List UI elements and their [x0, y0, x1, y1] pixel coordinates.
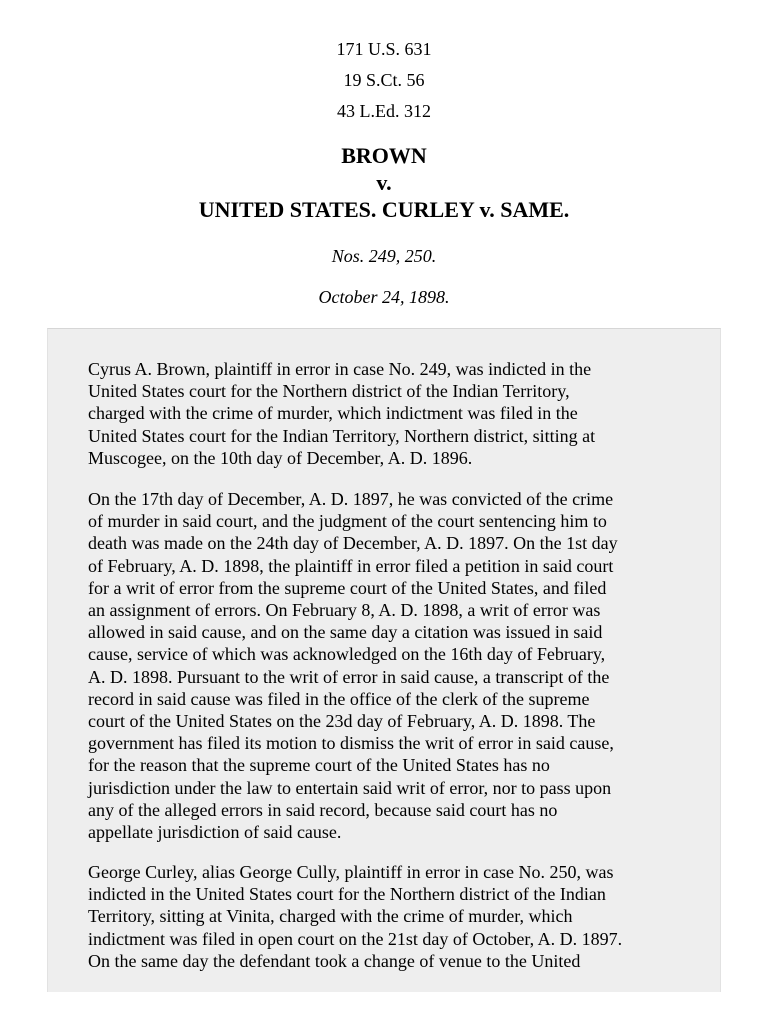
- text-line: of murder in said court, and the judgment of the court sentencing him to: [88, 511, 607, 532]
- case-title-party-1: BROWN: [341, 143, 427, 168]
- citation-us-reports: 171 U.S. 631: [336, 39, 432, 59]
- text-line: record in said cause was filed in the office of the clerk of the supreme: [88, 688, 590, 709]
- text-line: A. D. 1898. Pursuant to the writ of error in said cause, a transcript of the: [88, 666, 610, 687]
- text-line: Cyrus A. Brown, plaintiff in error in case No. 249, was indicted in the: [88, 359, 592, 379]
- text-line: court of the United States on the 23d day of February, A. D. 1898. The: [88, 711, 596, 732]
- text-line: United States court for the Northern district of the Indian Territory,: [88, 381, 570, 402]
- case-title: [0, 142, 768, 223]
- text-line: for the reason that the supreme court of the United States has no: [88, 755, 550, 776]
- text-line: United States court for the Indian Territory, Northern district, sitting at: [88, 425, 596, 446]
- decision-date: October 24, 1898.: [318, 287, 450, 307]
- paragraph-3: [88, 861, 688, 972]
- case-title-versus: v.: [376, 170, 392, 195]
- text-line: Muscogee, on the 10th day of December, A. D. 1896.: [88, 447, 473, 468]
- text-line: allowed in said cause, and on the same day a citation was issued in said: [88, 622, 603, 643]
- opinion-body: [47, 328, 721, 992]
- paragraph-1: [88, 358, 688, 469]
- text-line: indictment was filed in open court on the 21st day of October, A. D. 1897.: [88, 928, 623, 949]
- text-line: any of the alleged errors in said record, because said court has no: [88, 799, 558, 820]
- text-line: On the 17th day of December, A. D. 1897, he was convicted of the crime: [88, 489, 614, 509]
- citation-supreme-court-reporter: 19 S.Ct. 56: [343, 70, 425, 90]
- case-citations: [0, 34, 768, 127]
- text-line: indicted in the United States court for the Northern district of the Indian: [88, 884, 606, 905]
- case-title-party-2: UNITED STATES. CURLEY v. SAME.: [198, 197, 570, 222]
- text-line: On the same day the defendant took a change of venue to the United: [88, 950, 581, 971]
- text-line: for a writ of error from the supreme court of the United States, and filed: [88, 577, 607, 598]
- text-line: appellate jurisdiction of said cause.: [88, 822, 342, 843]
- text-line: cause, service of which was acknowledged on the 16th day of February,: [88, 644, 606, 665]
- paragraph-2: [88, 488, 688, 843]
- citation-lawyers-edition: 43 L.Ed. 312: [337, 101, 431, 121]
- docket-numbers: Nos. 249, 250.: [331, 246, 437, 266]
- text-line: death was made on the 24th day of December, A. D. 1897. On the 1st day: [88, 533, 618, 554]
- text-line: charged with the crime of murder, which indictment was filed in the: [88, 403, 578, 424]
- text-line: of February, A. D. 1898, the plaintiff in error filed a petition in said court: [88, 555, 614, 576]
- text-line: government has filed its motion to dismiss the writ of error in said cause,: [88, 733, 614, 754]
- text-line: jurisdiction under the law to entertain said writ of error, nor to pass upon: [88, 777, 612, 798]
- text-line: George Curley, alias George Cully, plaintiff in error in case No. 250, was: [88, 862, 614, 882]
- text-line: an assignment of errors. On February 8, A. D. 1898, a writ of error was: [88, 600, 601, 621]
- text-line: Territory, sitting at Vinita, charged with the crime of murder, which: [88, 906, 573, 927]
